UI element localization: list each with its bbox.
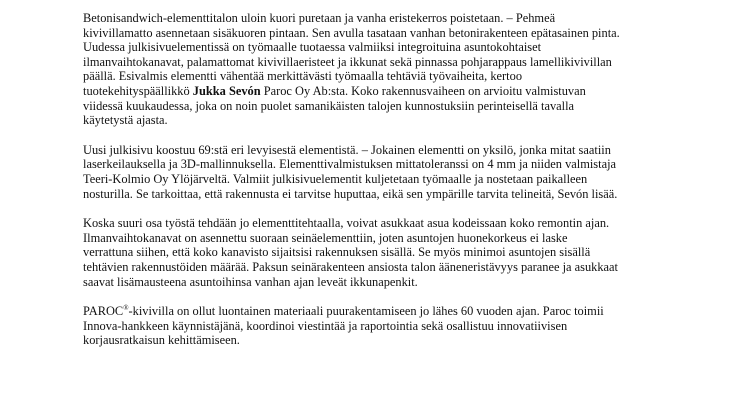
text-run: korjausratkaisun kehittämiseen. [83,333,240,348]
text-line [83,157,683,172]
text-line [83,187,683,202]
text-run: viidessä kuukaudessa, joka on noin puolet samanikäisten talojen kunnostuksiin perinteisellä tavalla [83,98,575,113]
registered-mark: ® [123,303,129,312]
document-page [83,11,683,348]
text-line [83,275,683,290]
text-line [83,231,683,246]
text-run: ilmanvaihtokanavat, palamattomat kivivillaeristeet ja ikkunat sekä pinnassa pohjarappaus lamellikivivillan [83,54,612,69]
text-line [83,40,683,55]
text-run: verrattuna siihen, että koko kanavisto sijaitsisi rakennuksen sisällä. Se myös minimoi asuntojen sisällä [83,245,591,260]
text-run: saavat lisämausteena asuntoihinsa vanhan ajan leveät ikkunapenkit. [83,274,418,289]
text-run: päällä. Esivalmis elementti vähentää merkittävästi työmaalla tehtäviä työvaiheita, kertoo [83,69,523,84]
text-run: nosturilla. Se tarkoittaa, että rakennusta ei tarvitse huputtaa, eikä sen ympärille tarvita telineitä, Sevón lisää. [83,186,618,201]
text-line [83,99,683,114]
text-run: Uusi julkisivu koostuu 69:stä eri levyisestä elementistä. – Jokainen elementti on yksilö, jonka mitat saatiin [83,142,611,157]
text-line [83,304,683,319]
text-run: -kivivilla on ollut luontainen materiaali puurakentamiseen jo lähes 60 vuoden ajan. Paroc toimii [128,304,604,319]
text-line [83,260,683,275]
text-run: Betonisandwich-elementtitalon uloin kuori puretaan ja vanha eristekerros poistetaan. – Pehmeä [83,11,556,25]
text-run: Innova-hankkeen käynnistäjänä, koordinoi viestintää ja raportointia sekä osallistuu innovatiivisen [83,318,568,333]
text-run: tehtävien rakennustöiden määrää. Paksun seinärakenteen ansiosta talon ääneneristävyys paranee ja asukkaat [83,259,618,274]
text-run: Paroc Oy Ab:sta. Koko rakennusvaiheen on arvioitu valmistuvan [260,83,586,98]
text-run: PAROC [83,304,124,319]
text-line [83,55,683,70]
body-paragraph [83,216,683,289]
text-run: tuotekehityspäällikkö [83,83,193,98]
text-line [83,216,683,231]
text-line [83,319,683,334]
text-run: Koska suuri osa työstä tehdään jo elementtitehtaalla, voivat asukkaat asua kodeissaan koko remontin ajan. [83,216,610,231]
text-run: Ilmanvaihtokanavat on asennettu suoraan seinäelementtiin, joten asuntojen huonekorkeus ei laske [83,230,568,245]
text-line [83,84,683,99]
text-run: käytetystä ajasta. [83,113,168,128]
text-run: Uudessa julkisivuelementissä on työmaalle tuotaessa valmiiksi integroituina asuntokohtaiset [83,40,542,55]
text-line [83,245,683,260]
body-paragraph [83,11,683,128]
text-line [83,143,683,158]
text-line [83,113,683,128]
person-name: Jukka Sevón [192,83,261,98]
text-line [83,333,683,348]
text-run: Teeri-Kolmio Oy Ylöjärveltä. Valmiit julkisivuelementit kuljetetaan työmaalle ja nostetaan paikalleen [83,171,588,186]
text-line [83,11,683,26]
text-line [83,26,683,41]
text-run: laserkeilauksella ja 3D-mallinnuksella. Elementtivalmistuksen mittatoleranssi on 4 mm ja niiden valmistaja [83,157,617,172]
text-line [83,69,683,84]
text-run: kivivillamatto asennetaan sisäkuoren pintaan. Sen avulla tasataan vanhan betonirakenteen epätasainen pinta. [83,25,620,40]
text-line [83,172,683,187]
body-paragraph [83,143,683,201]
body-paragraph [83,304,683,348]
